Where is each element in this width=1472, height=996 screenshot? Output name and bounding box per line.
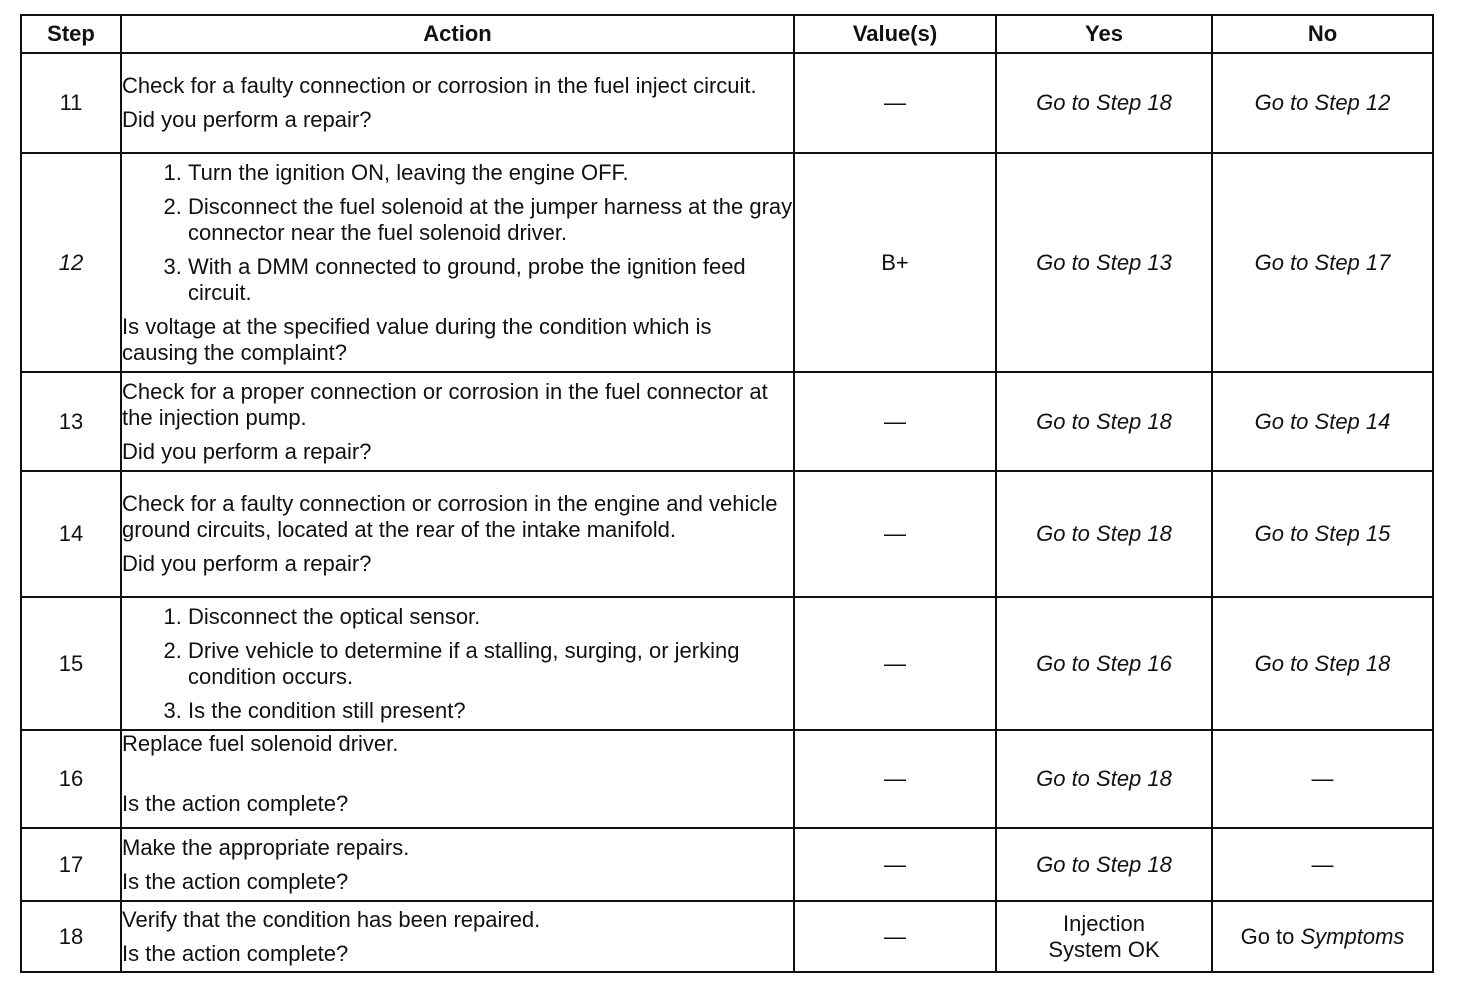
step-number: 18 (21, 901, 121, 972)
action-list (122, 160, 793, 306)
action-text: Check for a faulty connection or corrosion in the fuel inject circuit. (122, 73, 757, 98)
header-step: Step (21, 15, 121, 53)
no-cell (1212, 901, 1433, 972)
table-row (21, 828, 1433, 901)
table-row (21, 53, 1433, 153)
action-question: Did you perform a repair? (122, 551, 372, 576)
value-cell: — (794, 901, 996, 972)
yes-line-1: Injection (1063, 910, 1145, 936)
no-cell: Go to Step 17 (1212, 153, 1433, 372)
list-item: 3. With a DMM connected to ground, probe the ignition feed circuit. (188, 254, 793, 306)
table-row (21, 730, 1433, 828)
value-cell: — (794, 730, 996, 828)
action-cell (121, 901, 794, 972)
step-number: 15 (21, 597, 121, 730)
no-cell: Go to Step 15 (1212, 471, 1433, 597)
no-cell: Go to Step 18 (1212, 597, 1433, 730)
header-action: Action (121, 15, 794, 53)
action-question: Did you perform a repair? (122, 107, 372, 132)
list-item: 2. Disconnect the fuel solenoid at the jumper harness at the gray connector near the fuel solenoid driver. (188, 194, 793, 246)
action-question: Is the action complete? (122, 940, 349, 966)
action-cell (121, 153, 794, 372)
table-row (21, 471, 1433, 597)
action-text: Replace fuel solenoid driver. (122, 731, 399, 756)
action-text: Make the appropriate repairs. (122, 834, 410, 860)
action-question: Is the action complete? (122, 868, 349, 894)
header-no: No (1212, 15, 1433, 53)
no-cell: — (1212, 730, 1433, 828)
value-cell: — (794, 53, 996, 153)
yes-cell: Go to Step 18 (996, 372, 1212, 471)
step-number: 14 (21, 471, 121, 597)
step-number-text: 12 (58, 249, 84, 275)
table-row (21, 901, 1433, 972)
diagnostic-table (20, 14, 1434, 973)
yes-cell: Go to Step 18 (996, 730, 1212, 828)
action-cell (121, 828, 794, 901)
list-item: 3. Is the condition still present? (188, 698, 793, 724)
action-question: Is the action complete? (122, 791, 349, 816)
table-row (21, 597, 1433, 730)
list-item: 1. Turn the ignition ON, leaving the engine OFF. (188, 160, 793, 186)
table-row (21, 372, 1433, 471)
step-number: 16 (21, 730, 121, 828)
header-yes: Yes (996, 15, 1212, 53)
step-number (21, 153, 121, 372)
no-cell: Go to Step 12 (1212, 53, 1433, 153)
yes-cell: Go to Step 18 (996, 53, 1212, 153)
yes-cell (996, 901, 1212, 972)
yes-cell: Go to Step 18 (996, 471, 1212, 597)
no-cell: Go to Step 14 (1212, 372, 1433, 471)
list-item: 2. Drive vehicle to determine if a stalling, surging, or jerking condition occurs. (188, 638, 793, 690)
step-number: 11 (21, 53, 121, 153)
action-question: Did you perform a repair? (122, 438, 372, 464)
header-row (21, 15, 1433, 53)
value-cell: — (794, 471, 996, 597)
no-cell: — (1212, 828, 1433, 901)
action-cell (121, 597, 794, 730)
action-cell (121, 372, 794, 471)
action-cell (121, 471, 794, 597)
action-list (122, 604, 793, 724)
yes-cell: Go to Step 16 (996, 597, 1212, 730)
action-text: Check for a faulty connection or corrosion in the engine and vehicle ground circuits, located at the rear of the intake manifold. (122, 491, 778, 542)
table-row (21, 153, 1433, 372)
yes-line-2: System OK (1048, 936, 1160, 962)
value-cell: — (794, 597, 996, 730)
step-number: 13 (21, 372, 121, 471)
action-cell (121, 730, 794, 828)
value-cell: — (794, 372, 996, 471)
action-text: Verify that the condition has been repaired. (122, 906, 541, 932)
list-item: 1. Disconnect the optical sensor. (188, 604, 793, 630)
yes-cell: Go to Step 13 (996, 153, 1212, 372)
step-number: 17 (21, 828, 121, 901)
action-text: Check for a proper connection or corrosion in the fuel connector at the injection pump. (122, 378, 768, 430)
no-prefix: Go to (1240, 923, 1301, 949)
symptoms-link[interactable]: Symptoms (1300, 923, 1405, 949)
action-question: Is voltage at the specified value during the condition which is causing the complaint? (122, 313, 712, 365)
header-values: Value(s) (794, 15, 996, 53)
value-cell: B+ (794, 153, 996, 372)
action-cell (121, 53, 794, 153)
value-cell: — (794, 828, 996, 901)
yes-cell: Go to Step 18 (996, 828, 1212, 901)
